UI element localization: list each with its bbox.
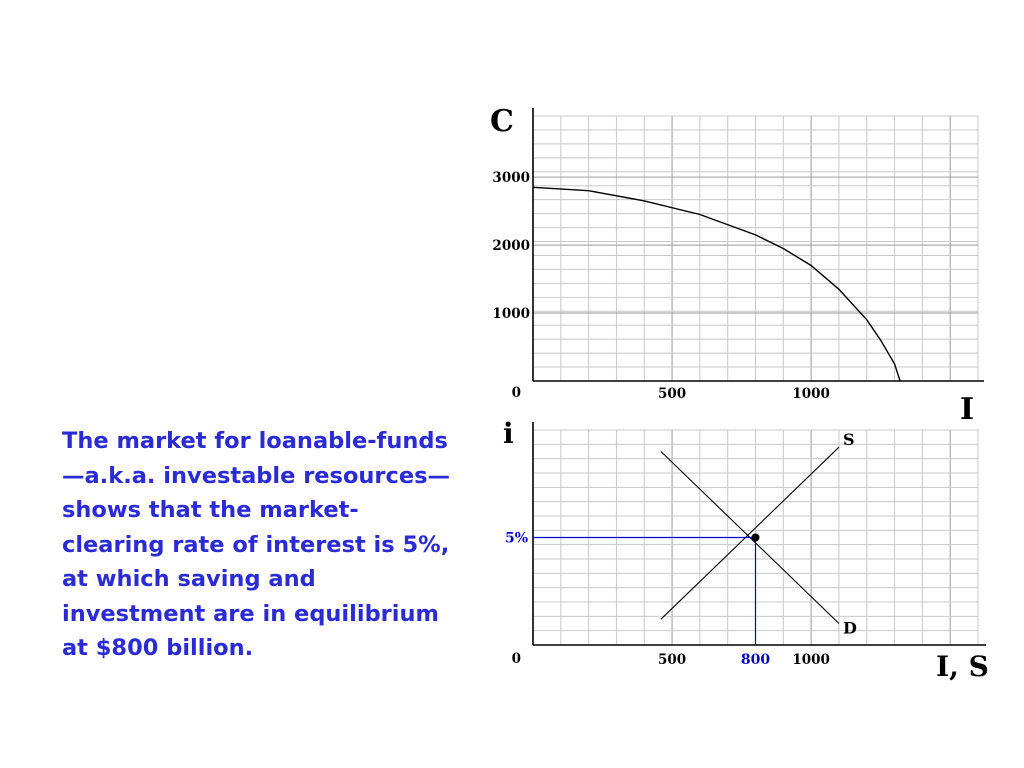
lf-y-axis-label: i (503, 417, 514, 450)
lf-x-tick-label: 500 (657, 652, 687, 668)
equilibrium-rate-label: 5% (504, 530, 528, 547)
demand-label: D (842, 618, 857, 638)
lf-x-tick-label-zero: 0 (511, 651, 521, 667)
ppf-x-tick-label: 1000 (792, 386, 830, 402)
ppf-y-tick-label: 3000 (492, 170, 530, 187)
equilibrium-quantity-label: 800 (740, 652, 771, 668)
ppf-y-tick-label: 2000 (492, 238, 530, 255)
ppf-y-axis-label: C (490, 104, 514, 139)
ppf-curve (533, 187, 900, 381)
ppf-chart-grid (533, 116, 978, 381)
lf-x-axis-label: I, S (936, 650, 989, 683)
lf-x-tick-label: 1000 (792, 652, 830, 668)
ppf-y-tick-label: 1000 (492, 306, 530, 323)
equilibrium-point (752, 534, 760, 542)
ppf-x-tick-label-zero: 0 (511, 385, 521, 401)
ppf-x-axis-label: I (960, 392, 975, 427)
ppf-x-tick-label: 500 (657, 386, 687, 402)
slide-caption: The market for loanable-funds—a.k.a. investable resources—shows that the market-clearing rate of interest is 5%, at which saving and investment are in equilibrium at $800 billion. (62, 428, 451, 661)
supply-label: S (842, 430, 855, 450)
